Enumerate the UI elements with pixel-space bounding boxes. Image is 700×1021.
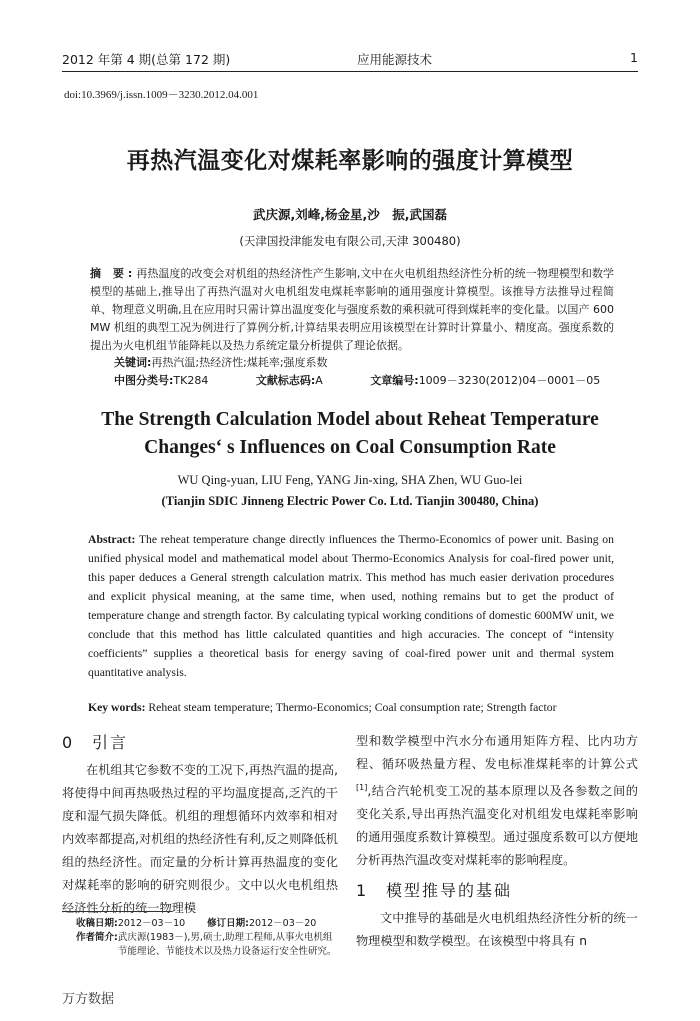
- section-0-number: 0: [62, 733, 75, 752]
- header-rule: [62, 71, 638, 72]
- section-0-paragraph-right: [356, 730, 638, 872]
- abstract-english: [88, 530, 614, 682]
- author-bio-label: 作者简介:: [76, 932, 118, 943]
- authors-chinese: 武庆源,刘峰,杨金星,沙 振,武国磊: [253, 207, 447, 222]
- footnote-author: [76, 931, 338, 959]
- section-0-text-a: 型和数学模型中汽水分布通用矩阵方程、比内功方程、循环吸热量方程、发电标准煤耗率的计算公式: [356, 734, 638, 771]
- doc-code-value: A: [315, 374, 323, 387]
- keywords-chinese-label: 关键词:: [114, 356, 152, 369]
- revised-date: 2012－03－20: [248, 918, 317, 929]
- body-column-left: [62, 730, 338, 920]
- page-number: 1: [630, 50, 638, 65]
- doi: doi:10.3969/j.issn.1009－3230.2012.04.001: [64, 89, 259, 101]
- abstract-english-text: The reheat temperature change directly influences the Thermo-Economics of power unit. Basing on unified physical model and mathematical model about Thermo-Economics Analysis for coal-fired power unit, this paper deduces a General strength calculation matrix. This method has much easier derivation procedures and explicit physical meaning, at the same time, when used, nothing remains but to get the product of temperature change and strength factor. By calculating typical working conditions of domestic 600MW unit, we conclude that this method has little calculated quantities and high accuracies. The concept of “intensity coefficients” supplies a theoretical basis for energy saving of coal-fired power unit and thermal system quantitative analysis.: [88, 533, 614, 679]
- journal-name: 应用能源技术: [357, 52, 433, 67]
- title-chinese: 再热汽温变化对煤耗率影响的强度计算模型: [126, 148, 574, 174]
- affiliation-english: (Tianjin SDIC Jinneng Electric Power Co. Ltd. Tianjin 300480, China): [161, 494, 539, 508]
- received-date: 2012－03－10: [117, 918, 186, 929]
- author-bio: 武庆源(1983－),男,硕士,助理工程师,从事火电机组节能理论、节能技术以及热力设备运行安全性研究。: [117, 932, 337, 957]
- section-0-text-b: ,结合汽轮机变工况的基本原理以及各参数之间的变化关系,导出再热汽温变化对机组发电煤耗率影响的通用强度系数计算模型。通过强度系数可以方便地分析再热汽温改变对煤耗率的影响程度。: [356, 784, 638, 868]
- section-0-title: 引言: [92, 733, 129, 752]
- received-label: 收稿日期:: [76, 918, 118, 929]
- clc-number: [114, 374, 230, 387]
- section-1-number: 1: [356, 881, 369, 901]
- keywords-english-label: Key words:: [88, 701, 146, 714]
- title-english: [0, 406, 700, 462]
- section-1-heading: [356, 878, 638, 904]
- abstract-english-label: Abstract:: [88, 533, 136, 546]
- doc-code-label: 文献标志码:: [255, 374, 316, 387]
- article-number-label: 文章编号:: [370, 374, 419, 387]
- section-0-paragraph-left: 在机组其它参数不变的工况下,再热汽温的提高,将使得中间再热吸热过程的平均温度提高,乏汽的干度和湿气损失降低。机组的理想循环内效率和相对内效率都提高,对机组的热经济性有利,反之则降低机组的热经济性。而定量的分析计算再热温度的变化对煤耗率的影响的研究则很少。文中以火电机组热经济性分析的统一物理模: [62, 763, 338, 915]
- abstract-chinese-label: 摘 要:: [90, 267, 137, 280]
- article-number: [370, 374, 622, 387]
- section-1-title: 模型推导的基础: [386, 881, 513, 901]
- reference-mark: [1]: [356, 783, 368, 792]
- clc-value: TK284: [173, 374, 209, 387]
- body-column-right: [356, 730, 638, 953]
- clc-label: 中图分类号:: [114, 374, 174, 387]
- keywords-english-text: Reheat steam temperature; Thermo-Economics; Coal consumption rate; Strength factor: [145, 701, 557, 714]
- section-0-heading: [62, 730, 338, 756]
- keywords-chinese-text: 再热汽温;热经济性;煤耗率;强度系数: [151, 356, 328, 369]
- article-number-value: 1009－3230(2012)04－0001－05: [418, 374, 601, 387]
- affiliation-chinese: (天津国投津能发电有限公司,天津 300480): [239, 234, 461, 248]
- authors-english: WU Qing-yuan, LIU Feng, YANG Jin-xing, SHA Zhen, WU Guo-lei: [177, 473, 523, 487]
- section-1-paragraph: 文中推导的基础是火电机组热经济性分析的统一物理模型和数学模型。在该模型中将具有 n: [356, 911, 638, 949]
- revised-label: 修订日期:: [207, 918, 249, 929]
- title-english-line2: Changes‘ s Influences on Coal Consumption Rate: [144, 437, 556, 458]
- footnote-rule: [62, 911, 172, 912]
- footnote-dates: [76, 917, 338, 931]
- keywords-chinese: [114, 354, 328, 370]
- document-code: [256, 374, 345, 387]
- watermark: 万方数据: [62, 992, 115, 1007]
- classification-line: [114, 372, 644, 388]
- footnote: [76, 917, 338, 959]
- keywords-english: [88, 701, 628, 714]
- title-english-line1: The Strength Calculation Model about Reheat Temperature: [101, 409, 599, 430]
- issue-info: 2012 年第 4 期(总第 172 期): [62, 52, 231, 67]
- abstract-chinese-text: 再热温度的改变会对机组的热经济性产生影响,文中在火电机组热经济性分析的统一物理模型和数学模型的基础上,推导出了再热汽温对火电机组发电煤耗率影响的通用强度计算模型。该推导方法推导过程简单、物理意义明确,且在应用时只需计算出温度变化与强度系数的乘积就可得到煤耗率的变化量。以国产 600 MW 机组的典型工况为例进行了算例分析,计算结果表明应用该模型在计算时计算量小、精度高。强度系数的提出为火电机组节能降耗以及热力系统定量分析提供了理论依据。: [90, 267, 614, 352]
- running-header: [62, 48, 638, 70]
- abstract-chinese: [90, 265, 614, 355]
